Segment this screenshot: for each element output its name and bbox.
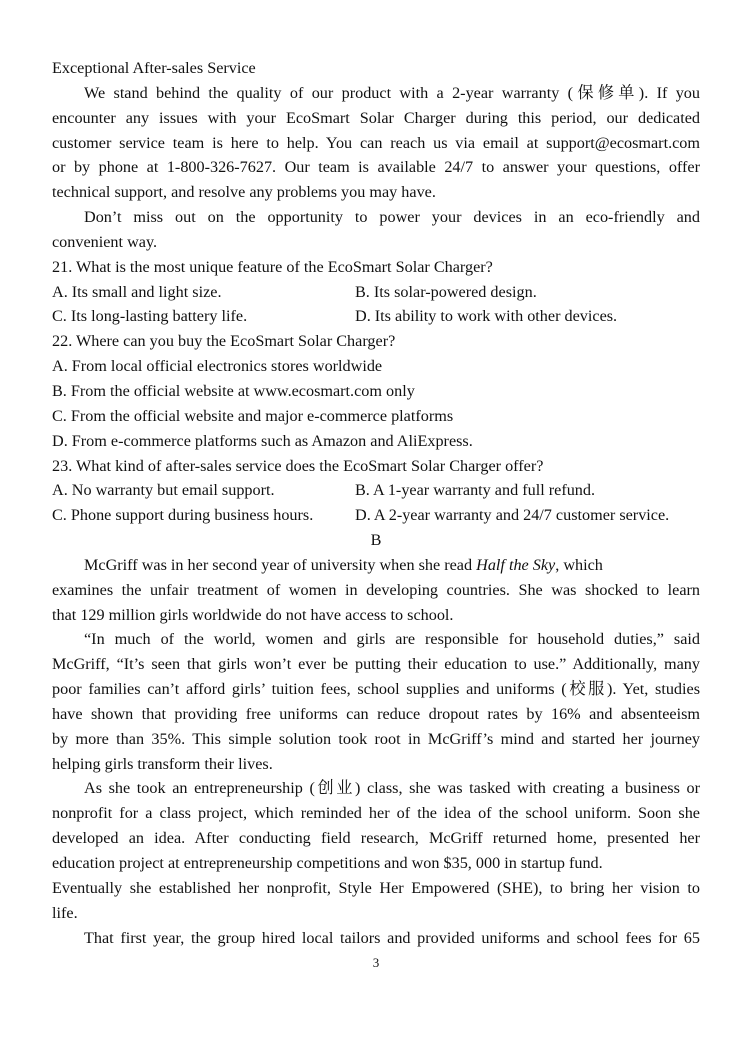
- options-row: [52, 503, 700, 528]
- passage-b-paragraph-1: [52, 553, 700, 628]
- passage-a-paragraph-1: [52, 81, 700, 205]
- text-line: life.: [52, 903, 78, 922]
- text-line: McGriff, “It’s seen that girls won’t ever be putting their education to use.” Additionally, many: [52, 655, 700, 674]
- passage-a-paragraph-2: [52, 205, 700, 255]
- text-line: that 129 million girls worldwide do not have access to school.: [52, 605, 454, 624]
- text-line: developed an idea. After conducting field research, McGriff returned home, presented her: [52, 829, 700, 848]
- option-c: C. From the official website and major e-commerce platforms: [52, 406, 454, 425]
- document-page: [52, 56, 700, 950]
- option-d: D. From e-commerce platforms such as Amazon and AliExpress.: [52, 431, 473, 450]
- text-line: have shown that providing free uniforms can reduce dropout rates by 16% and absenteeism: [52, 704, 700, 723]
- passage-b-paragraph-3: [52, 776, 700, 925]
- text-line: That first year, the group hired local tailors and provided uniforms and school fees for 65: [84, 928, 700, 947]
- page-number: 3: [372, 955, 380, 970]
- text-span: McGriff was in her second year of university when she read: [84, 555, 477, 574]
- option-b: B. Its solar-powered design.: [355, 282, 537, 301]
- option-b: B. From the official website at www.ecosmart.com only: [52, 381, 415, 400]
- text-line: encounter any issues with your EcoSmart Solar Charger during this period, our dedicated: [52, 108, 700, 127]
- text-line: or by phone at 1-800-326-7627. Our team is available 24/7 to answer your questions, offer: [52, 158, 700, 177]
- option-b: B. A 1-year warranty and full refund.: [355, 481, 596, 500]
- text-line: [52, 553, 700, 578]
- passage-b-paragraph-4: [52, 926, 700, 951]
- text-line: convenient way.: [52, 232, 158, 251]
- question-stem: 21. What is the most unique feature of the EcoSmart Solar Charger?: [52, 257, 493, 276]
- question-22: [52, 329, 700, 453]
- option-d: D. A 2-year warranty and 24/7 customer service.: [355, 506, 670, 525]
- text-line: examines the unfair treatment of women in developing countries. She was shocked to learn: [52, 580, 700, 599]
- text-line: Eventually she established her nonprofit, Style Her Empowered (SHE), to bring her vision to: [52, 878, 700, 897]
- text-line: technical support, and resolve any problems you may have.: [52, 183, 436, 202]
- option-a: A. Its small and light size.: [52, 282, 222, 301]
- question-21: [52, 255, 700, 330]
- passage-b-paragraph-2: [52, 627, 700, 776]
- options-row: [52, 478, 700, 503]
- question-23: [52, 454, 700, 529]
- text-line: by more than 35%. This simple solution took root in McGriff’s mind and started her journey: [52, 729, 700, 748]
- text-line: “In much of the world, women and girls are responsible for household duties,” said: [84, 630, 700, 649]
- text-line: As she took an entrepreneurship (创业) class, she was tasked with creating a business or: [84, 779, 700, 798]
- text-span: , which: [555, 555, 603, 574]
- option-a: A. From local official electronics stores worldwide: [52, 357, 383, 376]
- option-c: C. Phone support during business hours.: [52, 506, 314, 525]
- section-title: Exceptional After-sales Service: [52, 59, 256, 77]
- options-row: [52, 280, 700, 305]
- question-stem: 23. What kind of after-sales service does the EcoSmart Solar Charger offer?: [52, 456, 544, 475]
- text-line: helping girls transform their lives.: [52, 754, 273, 773]
- option-c: C. Its long-lasting battery life.: [52, 307, 248, 326]
- text-line: Don’t miss out on the opportunity to power your devices in an eco-friendly and: [84, 208, 700, 227]
- text-line: We stand behind the quality of our product with a 2-year warranty (保修单). If you: [84, 83, 700, 102]
- options-row: [52, 304, 700, 329]
- section-b-heading: B: [370, 531, 382, 550]
- text-line: education project at entrepreneurship competitions and won $35, 000 in startup fund.: [52, 854, 603, 872]
- option-a: A. No warranty but email support.: [52, 481, 275, 500]
- book-title: Half the Sky: [476, 555, 556, 574]
- option-d: D. Its ability to work with other devices.: [355, 307, 618, 326]
- text-line: nonprofit for a class project, which reminded her of the idea of the school uniform. Soon she: [52, 804, 700, 823]
- question-stem: 22. Where can you buy the EcoSmart Solar Charger?: [52, 332, 396, 351]
- text-line: poor families can’t afford girls’ tuition fees, school supplies and uniforms (校服). Yet, studies: [52, 680, 700, 699]
- text-line: customer service team is here to help. You can reach us via email at support@ecosmart.com: [52, 133, 700, 152]
